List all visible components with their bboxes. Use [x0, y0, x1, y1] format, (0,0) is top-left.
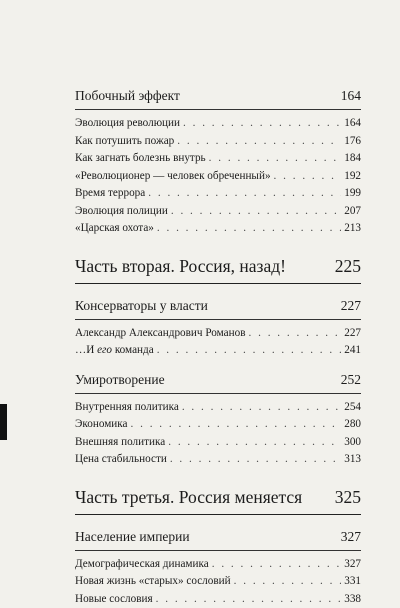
toc-entry	[75, 434, 361, 452]
part-page: 225	[335, 256, 361, 277]
part-title: Часть третья. Россия меняется	[75, 487, 302, 508]
entry-title: Демографическая динамика	[75, 556, 209, 574]
toc-entry	[75, 342, 361, 360]
entry-title-italic: его	[97, 344, 112, 356]
toc-entry	[75, 591, 361, 608]
dot-leader	[177, 133, 341, 151]
toc-entry	[75, 325, 361, 343]
section-naselenie	[75, 529, 361, 608]
dot-leader	[209, 150, 342, 168]
dot-leader	[274, 168, 342, 186]
entry-title: Новая жизнь «старых» сословий	[75, 573, 231, 591]
entry-page: 338	[344, 591, 361, 608]
part-page: 325	[335, 487, 361, 508]
toc-entry	[75, 203, 361, 221]
section-heading	[75, 88, 361, 110]
toc-entry	[75, 115, 361, 133]
toc-entry	[75, 185, 361, 203]
dot-leader	[156, 591, 342, 608]
section-title: Консерваторы у власти	[75, 298, 208, 314]
section-page: 227	[341, 298, 361, 314]
dot-leader	[168, 434, 341, 452]
dot-leader	[183, 115, 341, 133]
section-page: 252	[341, 372, 361, 388]
section-heading	[75, 372, 361, 394]
entry-title: Время террора	[75, 185, 145, 203]
entry-page: 199	[344, 185, 361, 203]
toc-entry	[75, 451, 361, 469]
entry-title: Цена стабильности	[75, 451, 167, 469]
section-pobochny-effekt	[75, 88, 361, 238]
entry-page: 300	[344, 434, 361, 452]
entry-title: Экономика	[75, 416, 128, 434]
part-heading-3	[75, 487, 361, 515]
entry-title: Эволюция полиции	[75, 203, 168, 221]
toc-entry	[75, 168, 361, 186]
entry-page: 207	[344, 203, 361, 221]
section-title: Население империи	[75, 529, 190, 545]
toc-entry	[75, 399, 361, 417]
dot-leader	[234, 573, 342, 591]
dot-leader	[212, 556, 341, 574]
entry-page: 227	[344, 325, 361, 343]
entry-page: 164	[344, 115, 361, 133]
entry-title: Внешняя политика	[75, 434, 165, 452]
entry-page: 176	[344, 133, 361, 151]
part-title: Часть вторая. Россия, назад!	[75, 256, 286, 277]
entry-page: 184	[344, 150, 361, 168]
section-konservatory	[75, 298, 361, 360]
entry-title	[75, 342, 154, 360]
section-page: 164	[341, 88, 361, 104]
dot-leader	[249, 325, 342, 343]
entry-title: Эволюция революции	[75, 115, 180, 133]
dot-leader	[157, 342, 342, 360]
toc-entry	[75, 416, 361, 434]
section-title: Побочный эффект	[75, 88, 180, 104]
entry-title-prefix: …И	[75, 344, 97, 356]
entry-title: Внутренняя политика	[75, 399, 179, 417]
entry-page: 313	[344, 451, 361, 469]
entry-title: «Царская охота»	[75, 220, 154, 238]
entry-title: Новые сословия	[75, 591, 153, 608]
entry-title: Как потушить пожар	[75, 133, 174, 151]
part-heading-2	[75, 256, 361, 284]
toc-entry	[75, 133, 361, 151]
entry-page: 327	[344, 556, 361, 574]
section-heading	[75, 529, 361, 551]
entry-page: 192	[344, 168, 361, 186]
entry-page: 280	[344, 416, 361, 434]
section-umirotvorenie	[75, 372, 361, 469]
toc-entry	[75, 150, 361, 168]
entry-title: «Революционер — человек обреченный»	[75, 168, 271, 186]
page-edge-mark	[0, 404, 7, 440]
entry-page: 213	[344, 220, 361, 238]
section-heading	[75, 298, 361, 320]
entry-page: 331	[344, 573, 361, 591]
entry-page: 254	[344, 399, 361, 417]
toc-entry	[75, 556, 361, 574]
entry-page: 241	[344, 342, 361, 360]
entry-title: Как загнать болезнь внутрь	[75, 150, 206, 168]
dot-leader	[148, 185, 341, 203]
toc-entry	[75, 573, 361, 591]
dot-leader	[157, 220, 341, 238]
section-title: Умиротворение	[75, 372, 165, 388]
dot-leader	[170, 451, 341, 469]
dot-leader	[171, 203, 341, 221]
dot-leader	[131, 416, 342, 434]
toc-entry	[75, 220, 361, 238]
entry-title-suffix: команда	[112, 344, 154, 356]
table-of-contents	[75, 88, 361, 608]
dot-leader	[182, 399, 341, 417]
entry-title: Александр Александрович Романов	[75, 325, 246, 343]
section-page: 327	[341, 529, 361, 545]
